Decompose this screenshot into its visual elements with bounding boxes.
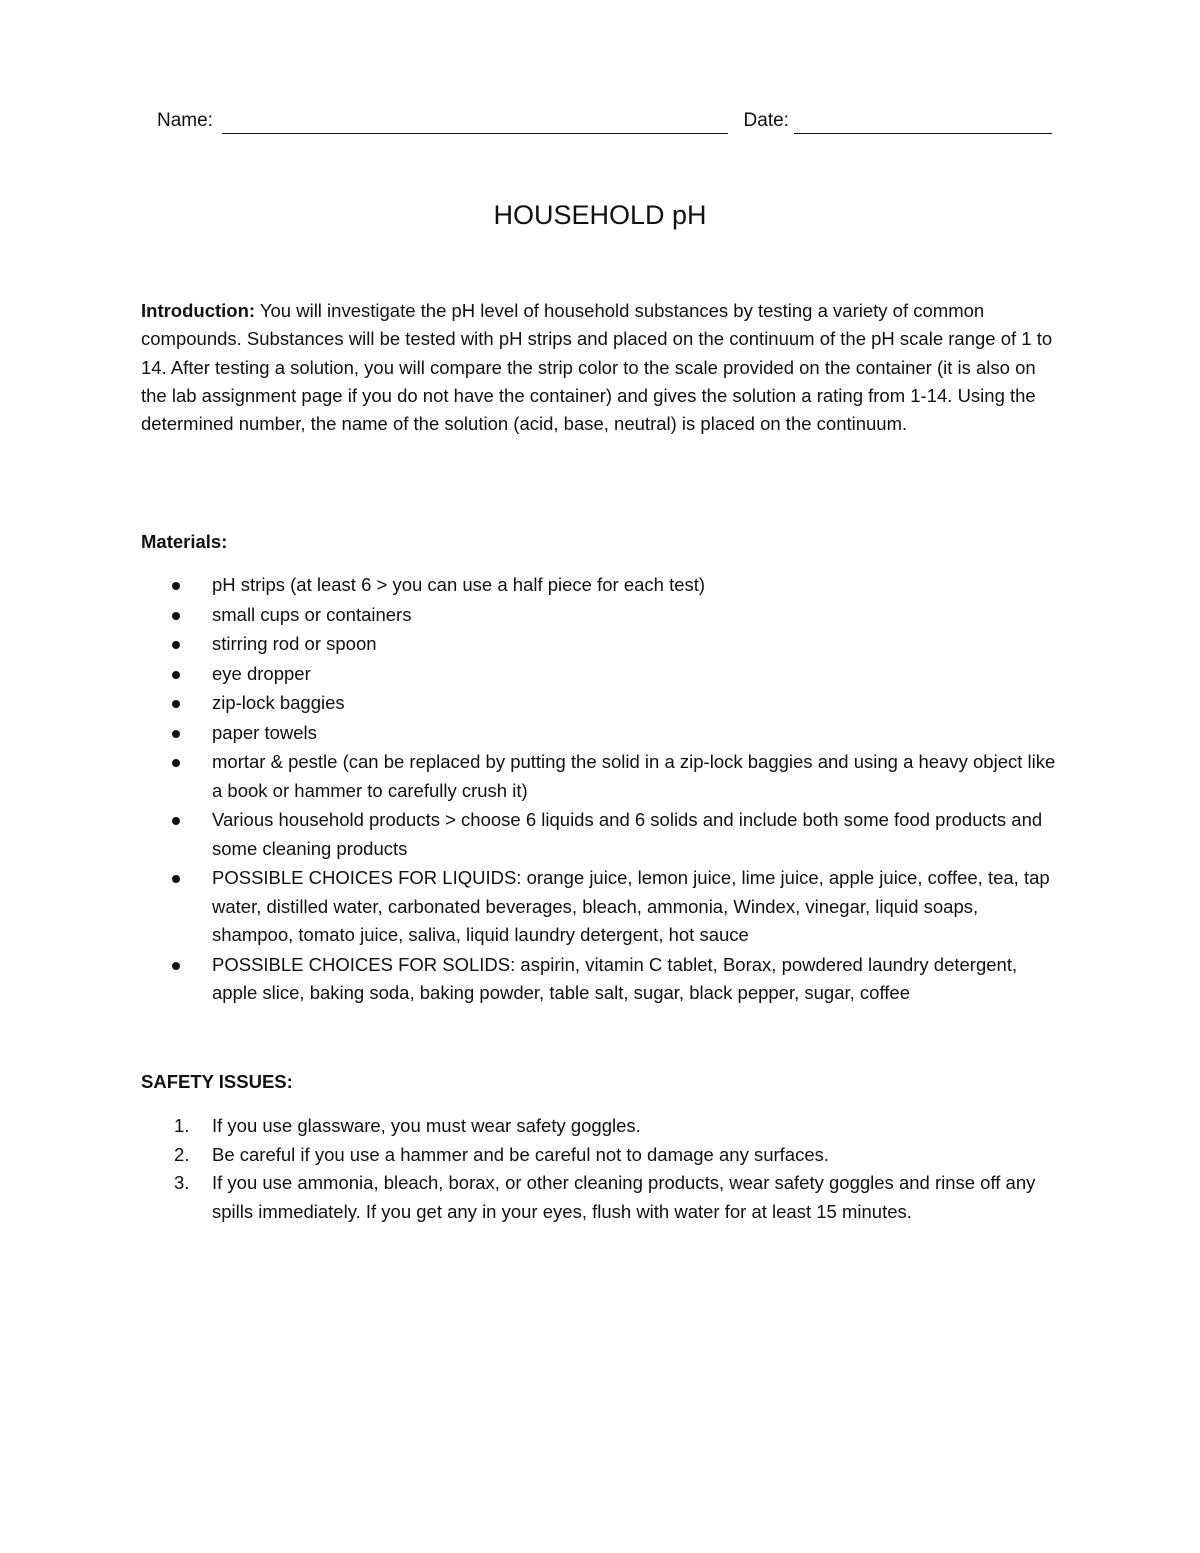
list-item-text: stirring rod or spoon xyxy=(212,633,377,654)
bullet-icon xyxy=(172,641,180,649)
name-label: Name: xyxy=(157,110,213,131)
list-item xyxy=(141,689,1061,718)
bullet-icon xyxy=(172,875,180,883)
list-item xyxy=(141,571,1061,600)
list-item-text: paper towels xyxy=(212,721,317,743)
bullet-icon xyxy=(172,582,180,590)
list-item xyxy=(141,951,1061,1008)
list-item-text: Various household products > choose 6 liquids and 6 solids and include both some food products and some cleaning products xyxy=(212,809,1043,859)
list-item-text: If you use ammonia, bleach, borax, or other cleaning products, wear safety goggles and rinse off any spills immediately. If you get any in your eyes, flush with water for at least 15 minutes. xyxy=(212,1172,1036,1222)
list-item-text: zip-lock baggies xyxy=(212,692,345,713)
list-item xyxy=(141,864,1061,950)
materials-list xyxy=(141,571,1061,1009)
list-item xyxy=(141,1141,1061,1170)
list-item xyxy=(141,806,1061,863)
list-item xyxy=(141,1112,1061,1141)
date-label: Date: xyxy=(743,110,789,131)
list-item-text: eye dropper xyxy=(212,662,311,684)
introduction-paragraph xyxy=(141,297,1061,438)
list-item-text: POSSIBLE CHOICES FOR SOLIDS: aspirin, vitamin C tablet, Borax, powdered laundry detergent, apple slice, baking soda, baking powder, table salt, sugar, black pepper, sugar, coffee xyxy=(212,953,1018,1003)
list-item xyxy=(141,1169,1061,1226)
header-fields xyxy=(157,108,1047,134)
introduction-text: You will investigate the pH level of household substances by testing a variety of common compounds. Substances will be tested with pH strips and placed on the continuum of the pH scale range of 1 to 14. After testing a solution, you will compare the strip color to the scale provided on the container (it is also on the lab assignment page if you do not have the container) and gives the solution a rating from 1-14. Using the determined number, the name of the solution (acid, base, neutral) is placed on the continuum. xyxy=(141,300,1053,435)
list-item-text: POSSIBLE CHOICES FOR LIQUIDS: orange juice, lemon juice, lime juice, apple juice, coffee, tea, tap water, distilled water, carbonated beverages, bleach, ammonia, Windex, vinegar, liquid soaps, shampoo, tomato juice, saliva, liquid laundry detergent, hot sauce xyxy=(212,867,1050,945)
list-item-text: Be careful if you use a hammer and be careful not to damage any surfaces. xyxy=(212,1143,830,1165)
list-number: 1. xyxy=(174,1115,190,1136)
safety-list xyxy=(141,1112,1061,1226)
page-title: HOUSEHOLD pH xyxy=(493,200,707,230)
bullet-icon xyxy=(172,612,180,620)
list-item-text: mortar & pestle (can be replaced by putting the solid in a zip-lock baggies and using a heavy object like a book or hammer to carefully crush it) xyxy=(212,751,1056,801)
name-blank-line xyxy=(222,113,728,134)
date-blank-line xyxy=(794,113,1052,134)
bullet-icon xyxy=(172,817,180,825)
materials-heading: Materials: xyxy=(141,531,228,552)
list-item xyxy=(141,719,1061,748)
list-number: 2. xyxy=(174,1143,190,1165)
bullet-icon xyxy=(172,730,180,738)
safety-heading: SAFETY ISSUES: xyxy=(141,1071,293,1092)
bullet-icon xyxy=(172,671,180,679)
introduction-label: Introduction: xyxy=(141,300,256,321)
list-item xyxy=(141,601,1061,630)
list-item xyxy=(141,660,1061,689)
list-item-text: pH strips (at least 6 > you can use a half piece for each test) xyxy=(212,574,706,595)
bullet-icon xyxy=(172,700,180,708)
bullet-icon xyxy=(172,962,180,970)
list-item-text: small cups or containers xyxy=(212,603,412,625)
list-item xyxy=(141,748,1061,805)
bullet-icon xyxy=(172,759,180,767)
list-item-text: If you use glassware, you must wear safety goggles. xyxy=(212,1115,641,1136)
list-number: 3. xyxy=(174,1172,190,1193)
list-item xyxy=(141,630,1061,659)
